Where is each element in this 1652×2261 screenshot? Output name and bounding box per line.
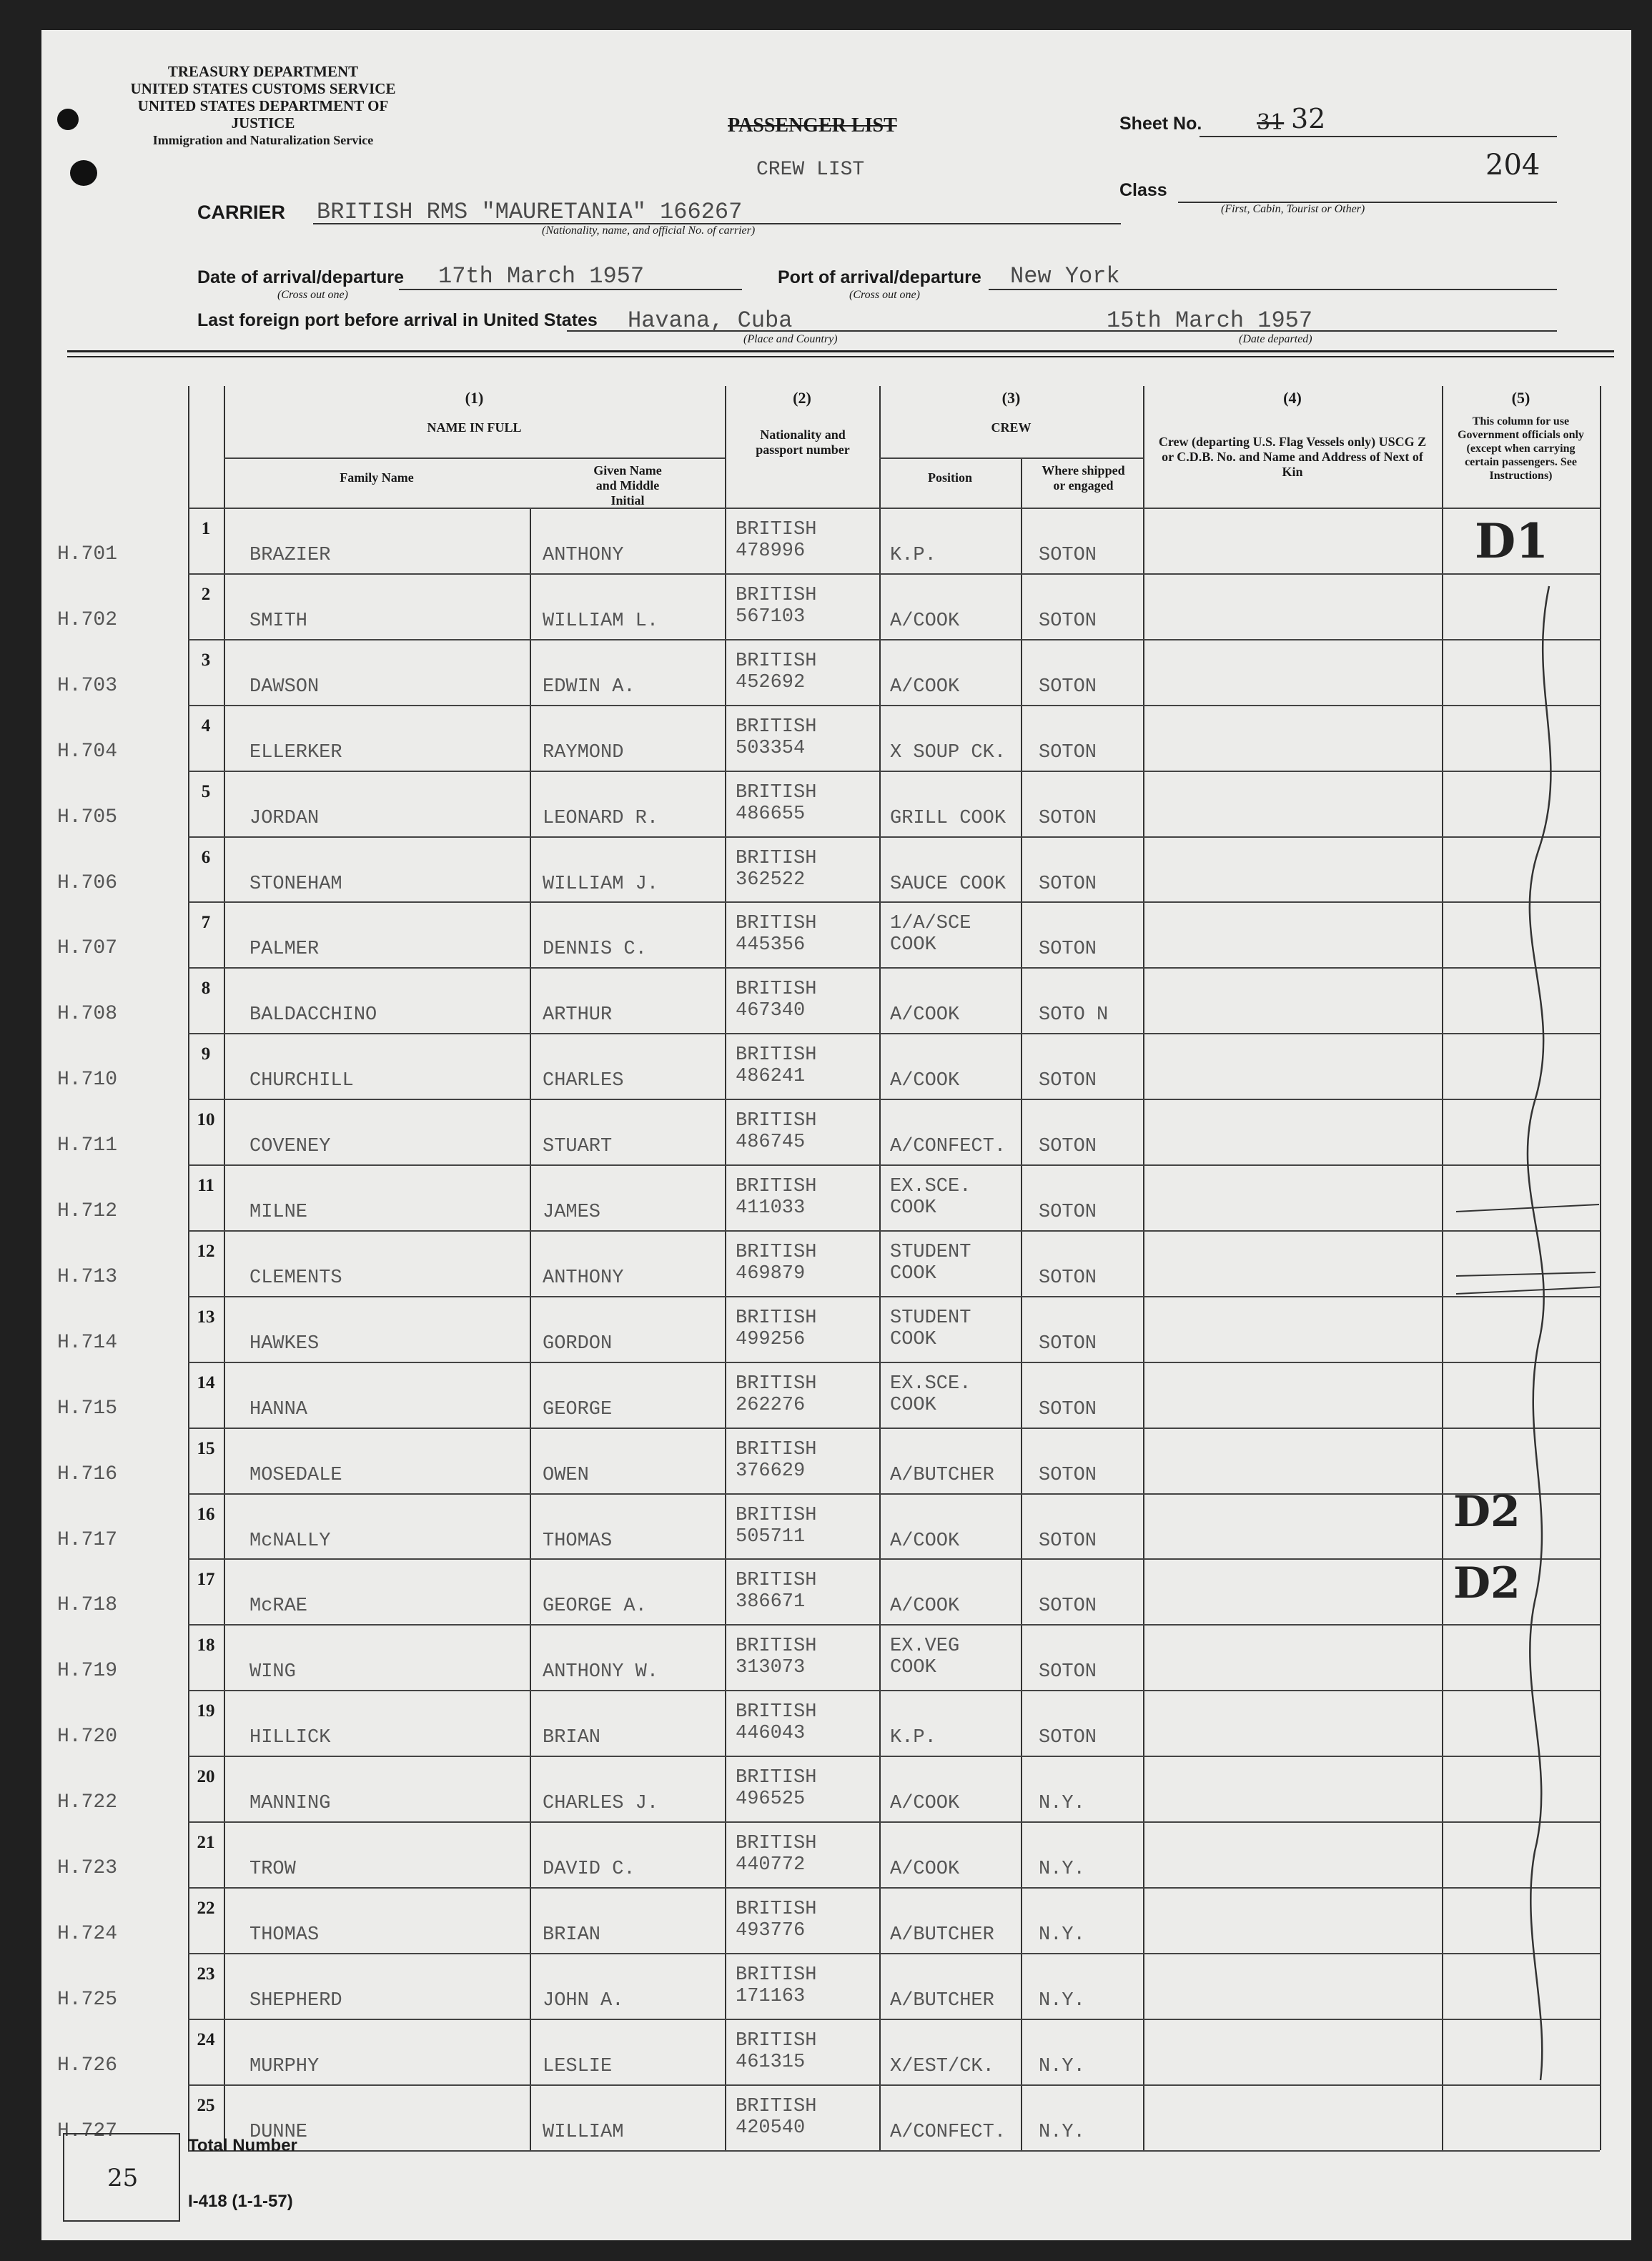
family-name: THOMAS (249, 1924, 320, 1946)
given-name: ANTHONY (543, 1267, 624, 1289)
where-shipped: SOTON (1039, 1136, 1097, 1158)
title-struck: PASSENGER LIST (728, 114, 897, 137)
cross-out-note: (Cross out one) (277, 289, 348, 301)
nationality: BRITISH (736, 1110, 817, 1132)
row-code: H.716 (57, 1463, 118, 1485)
last-port-label: Last foreign port before arrival in United States (197, 310, 598, 330)
table-row (188, 1099, 1600, 1164)
table-row (188, 1953, 1600, 2019)
nationality: BRITISH (736, 1372, 817, 1395)
row-number: 1 (201, 519, 211, 538)
passport-number: 478996 (736, 540, 806, 562)
sheet-struck: 31 (1257, 110, 1285, 135)
row-number: 24 (197, 2029, 215, 2049)
row-code: H.708 (57, 1003, 118, 1026)
family-name: BALDACCHINO (249, 1004, 377, 1026)
agency-line: TREASURY DEPARTMENT (167, 63, 359, 80)
where-shipped: SOTON (1039, 610, 1097, 632)
family-name: HANNA (249, 1398, 308, 1420)
where-shipped: SOTON (1039, 1464, 1097, 1486)
where-shipped: N.Y. (1039, 1924, 1085, 1946)
family-name: DAWSON (249, 676, 320, 698)
official-mark-squiggle (1442, 508, 1600, 2150)
table-row (188, 1362, 1600, 1428)
class-label: Class (1119, 180, 1167, 200)
table-row (188, 1887, 1600, 1953)
sheet-line (1200, 136, 1557, 137)
given-name: JAMES (543, 1202, 601, 1223)
given-name: OWEN (543, 1464, 589, 1486)
official-mark-d1: D1 (1475, 513, 1549, 569)
passport-number: 461315 (736, 2051, 806, 2073)
agency-line: UNITED STATES DEPARTMENT OF JUSTICE (137, 97, 389, 132)
family-name: WING (249, 1661, 296, 1683)
row-code: H.719 (57, 1660, 118, 1683)
row-code: H.715 (57, 1397, 118, 1420)
table-row (188, 2084, 1600, 2150)
last-port-value: Havana, Cuba (628, 307, 793, 334)
col1-title: NAME IN FULL (427, 420, 522, 435)
row-number: 2 (201, 584, 211, 604)
row-number: 6 (201, 847, 211, 867)
crew-table (188, 386, 1600, 2150)
given-name: BRIAN (543, 1924, 601, 1946)
family-name: BRAZIER (249, 545, 331, 566)
nationality: BRITISH (736, 1701, 817, 1723)
family-name: MURPHY (249, 2055, 320, 2077)
nationality: BRITISH (736, 913, 817, 935)
row-number: 22 (197, 1898, 215, 1918)
where-shipped: SOTON (1039, 807, 1097, 829)
header-rule (879, 457, 1143, 459)
row-number: 16 (197, 1504, 215, 1524)
passport-number: 467340 (736, 1000, 806, 1022)
position: A/COOK (890, 1859, 960, 1880)
row-code: H.723 (57, 1857, 118, 1879)
row-code: H.703 (57, 674, 118, 697)
nationality: BRITISH (736, 1767, 817, 1789)
row-number: 19 (197, 1701, 215, 1721)
form-number: I-418 (1-1-57) (188, 2192, 293, 2211)
row-code: H.706 (57, 871, 118, 894)
where-shipped: SOTON (1039, 873, 1097, 895)
family-name: CHURCHILL (249, 1070, 354, 1092)
row-number: 21 (197, 1833, 215, 1852)
position-line2: COOK (890, 1262, 936, 1285)
passport-number: 486745 (736, 1132, 806, 1154)
row-code: H.702 (57, 608, 118, 631)
family-name: ELLERKER (249, 741, 342, 763)
family-name: MOSEDALE (249, 1464, 342, 1486)
nationality: BRITISH (736, 1307, 817, 1329)
family-name: SMITH (249, 610, 308, 632)
row-number: 23 (197, 1964, 215, 1984)
where-shipped: N.Y. (1039, 2121, 1085, 2143)
row-code: H.711 (57, 1134, 118, 1157)
given-name: DAVID C. (543, 1859, 635, 1880)
row-number: 4 (201, 716, 211, 736)
row-code: H.724 (57, 1922, 118, 1945)
carrier-note: (Nationality, name, and official No. of carrier) (542, 224, 756, 237)
nationality: BRITISH (736, 716, 817, 738)
nationality: BRITISH (736, 979, 817, 1001)
given-name: CHARLES (543, 1070, 624, 1092)
position: A/COOK (890, 1070, 960, 1092)
page-number: 204 (1485, 149, 1540, 182)
position: A/COOK (890, 1004, 960, 1026)
row-code: H.725 (57, 1988, 118, 2011)
port-label: Port of arrival/departure (778, 267, 981, 287)
arrival-date-value: 17th March 1957 (438, 263, 645, 290)
passport-number: 386671 (736, 1591, 806, 1613)
position: K.P. (890, 545, 936, 566)
given-name: WILLIAM J. (543, 873, 659, 895)
table-row (188, 1690, 1600, 1756)
port-value: New York (1010, 263, 1120, 290)
where-shipped: N.Y. (1039, 1793, 1085, 1815)
given-name: BRIAN (543, 1727, 601, 1749)
position: EX.SCE. (890, 1372, 971, 1395)
given-name: ANTHONY W. (543, 1661, 659, 1683)
given-name: LEONARD R. (543, 807, 659, 829)
row-number: 11 (197, 1176, 214, 1195)
row-code: H.704 (57, 740, 118, 763)
passport-number: 445356 (736, 934, 806, 956)
row-code: H.713 (57, 1265, 118, 1288)
row-number: 13 (197, 1307, 215, 1327)
family-name-header: Family Name (340, 470, 414, 485)
row-number: 15 (197, 1438, 215, 1458)
passport-number: 440772 (736, 1854, 806, 1876)
passport-number: 493776 (736, 1919, 806, 1941)
family-name: PALMER (249, 939, 320, 961)
row-code: H.705 (57, 806, 118, 828)
family-name: MILNE (249, 1202, 308, 1223)
nationality: BRITISH (736, 1176, 817, 1197)
table-row (188, 705, 1600, 771)
form-title: CREW LIST (756, 159, 865, 181)
passport-number: 505711 (736, 1525, 806, 1548)
row-number: 7 (201, 913, 211, 933)
agency-header (113, 63, 413, 149)
last-port-note: (Place and Country) (743, 333, 838, 345)
family-name: COVENEY (249, 1136, 331, 1158)
row-code: H.701 (57, 543, 118, 565)
passport-number: 496525 (736, 1788, 806, 1811)
given-name: STUART (543, 1136, 613, 1158)
family-name: JORDAN (249, 807, 320, 829)
given-name: GORDON (543, 1332, 613, 1355)
position: A/CONFECT. (890, 2121, 1006, 2143)
given-name: GEORGE (543, 1398, 613, 1420)
position: K.P. (890, 1727, 936, 1749)
arrival-date-label: Date of arrival/departure (197, 267, 404, 287)
position: X/EST/CK. (890, 2055, 994, 2077)
given-name: CHARLES J. (543, 1793, 659, 1815)
position-header: Position (927, 470, 972, 485)
passport-number: 469879 (736, 1262, 806, 1285)
position: A/COOK (890, 1530, 960, 1552)
table-row (188, 1296, 1600, 1362)
sheet-value: 32 (1291, 103, 1326, 134)
where-shipped: SOTON (1039, 1332, 1097, 1355)
col2-num: (2) (793, 389, 811, 407)
nationality: BRITISH (736, 1636, 817, 1658)
nationality: BRITISH (736, 1044, 817, 1067)
nationality: BRITISH (736, 2095, 817, 2117)
table-row (188, 1428, 1600, 1493)
crew-list-form (41, 30, 1631, 2240)
row-code: H.720 (57, 1726, 118, 1748)
nationality: BRITISH (736, 519, 817, 540)
where-shipped: SOTON (1039, 741, 1097, 763)
passport-number: 503354 (736, 737, 806, 759)
table-row (188, 508, 1600, 573)
position-line2: COOK (890, 1328, 936, 1350)
table-row (188, 1164, 1600, 1230)
position: A/BUTCHER (890, 1464, 994, 1486)
agency-line: Immigration and Naturalization Service (152, 133, 374, 147)
table-row (188, 1624, 1600, 1690)
carrier-value: BRITISH RMS "MAURETANIA" 166267 (317, 199, 743, 225)
position-line2: COOK (890, 1394, 936, 1416)
class-note: (First, Cabin, Tourist or Other) (1221, 203, 1365, 215)
table-row (188, 639, 1600, 705)
where-shipped: SOTO N (1039, 1004, 1109, 1026)
row-number: 14 (197, 1372, 215, 1392)
nationality: BRITISH (736, 1241, 817, 1263)
col4-num: (4) (1283, 389, 1302, 407)
table-row (188, 1756, 1600, 1821)
passport-number: 452692 (736, 671, 806, 693)
nationality: BRITISH (736, 1833, 817, 1854)
where-shipped: SOTON (1039, 1267, 1097, 1289)
position: STUDENT (890, 1307, 971, 1329)
row-code: H.707 (57, 937, 118, 960)
passport-number: 486655 (736, 803, 806, 825)
family-name: SHEPHERD (249, 1989, 342, 2012)
nationality-header: Nationality and passport number (756, 427, 850, 457)
row-divider (188, 2150, 1600, 2152)
passport-number: 362522 (736, 869, 806, 891)
passport-number: 499256 (736, 1328, 806, 1350)
nationality: BRITISH (736, 1570, 817, 1592)
col5-num: (5) (1511, 389, 1530, 407)
where-shipped: SOTON (1039, 1202, 1097, 1223)
table-row (188, 1033, 1600, 1099)
family-name: HAWKES (249, 1332, 320, 1355)
given-name: RAYMOND (543, 741, 624, 763)
given-name: WILLIAM L. (543, 610, 659, 632)
passport-number: 376629 (736, 1460, 806, 1482)
position: A/BUTCHER (890, 1989, 994, 2012)
crew-header: CREW (991, 420, 1032, 435)
where-shipped: N.Y. (1039, 2055, 1085, 2077)
where-shipped: N.Y. (1039, 1989, 1085, 2012)
header-rule (224, 457, 725, 459)
given-name: THOMAS (543, 1530, 613, 1552)
nationality: BRITISH (736, 781, 817, 803)
where-shipped: SOTON (1039, 1398, 1097, 1420)
nationality: BRITISH (736, 1438, 817, 1460)
position: A/COOK (890, 1793, 960, 1815)
next-of-kin-header: Crew (departing U.S. Flag Vessels only) USCG Z or C.D.B. No. and Name and Address of Next of Kin (1158, 435, 1427, 479)
passport-number: 313073 (736, 1657, 806, 1679)
position: A/BUTCHER (890, 1924, 994, 1946)
given-name: GEORGE A. (543, 1595, 647, 1618)
given-name: WILLIAM (543, 2121, 624, 2143)
table-top-rule (67, 350, 1614, 357)
nationality: BRITISH (736, 1898, 817, 1920)
table-row (188, 901, 1600, 967)
family-name: MANNING (249, 1793, 331, 1815)
row-code: H.717 (57, 1528, 118, 1551)
row-code: H.712 (57, 1200, 118, 1222)
sheet-label: Sheet No. (1119, 114, 1202, 134)
family-name: HILLICK (249, 1727, 331, 1749)
given-name: EDWIN A. (543, 676, 635, 698)
passport-number: 486241 (736, 1066, 806, 1088)
family-name: McRAE (249, 1595, 308, 1618)
official-mark-d2: D2 (1453, 1487, 1520, 1537)
table-row (188, 1230, 1600, 1296)
position: EX.VEG (890, 1636, 960, 1658)
passport-number: 411033 (736, 1197, 806, 1219)
row-number: 5 (201, 781, 211, 801)
row-number: 8 (201, 979, 211, 999)
row-number: 3 (201, 650, 211, 670)
given-name-header: Given Name and Middle Initial (593, 463, 662, 508)
nationality: BRITISH (736, 1964, 817, 1986)
nationality: BRITISH (736, 1504, 817, 1526)
position: GRILL COOK (890, 807, 1006, 829)
family-name: McNALLY (249, 1530, 331, 1552)
family-name: DUNNE (249, 2121, 308, 2143)
position: 1/A/SCE (890, 913, 971, 935)
where-shipped: N.Y. (1039, 1859, 1085, 1880)
row-number: 10 (197, 1110, 215, 1130)
where-shipped: SOTON (1039, 939, 1097, 961)
date-departed-note: (Date departed) (1239, 333, 1312, 345)
officials-header: This column for use Government officials only (except when carrying certain passengers. See Instructions) (1458, 415, 1584, 482)
table-row (188, 967, 1600, 1033)
given-name: ANTHONY (543, 545, 624, 566)
family-name: STONEHAM (249, 873, 342, 895)
col-divider (1600, 386, 1601, 2150)
row-code: H.710 (57, 1069, 118, 1092)
col3-num: (3) (1001, 389, 1021, 407)
row-code: H.726 (57, 2054, 118, 2077)
agency-line: UNITED STATES CUSTOMS SERVICE (130, 80, 396, 97)
where-shipped-header: Where shipped or engaged (1042, 463, 1125, 493)
passport-number: 446043 (736, 1723, 806, 1745)
position: A/COOK (890, 610, 960, 632)
position-line2: COOK (890, 934, 936, 956)
position: EX.SCE. (890, 1176, 971, 1197)
where-shipped: SOTON (1039, 1530, 1097, 1552)
passport-number: 420540 (736, 2117, 806, 2139)
table-row (188, 836, 1600, 902)
total-label: Total Number (188, 2136, 297, 2155)
where-shipped: SOTON (1039, 676, 1097, 698)
row-number: 17 (197, 1570, 215, 1590)
row-number: 9 (201, 1044, 211, 1064)
passport-number: 262276 (736, 1394, 806, 1416)
where-shipped: SOTON (1039, 545, 1097, 566)
family-name: TROW (249, 1859, 296, 1880)
position: STUDENT (890, 1241, 971, 1263)
passport-number: 567103 (736, 605, 806, 628)
total-count: 25 (107, 2164, 139, 2192)
position-line2: COOK (890, 1657, 936, 1679)
date-departed-value: 15th March 1957 (1107, 307, 1313, 334)
row-number: 18 (197, 1636, 215, 1656)
row-code: H.714 (57, 1331, 118, 1354)
table-row (188, 573, 1600, 639)
position-line2: COOK (890, 1197, 936, 1219)
passport-number: 171163 (736, 1985, 806, 2007)
nationality: BRITISH (736, 2029, 817, 2052)
carrier-label: CARRIER (197, 202, 286, 223)
table-row (188, 1821, 1600, 1887)
row-number: 12 (197, 1241, 215, 1261)
position: A/COOK (890, 676, 960, 698)
given-name: ARTHUR (543, 1004, 613, 1026)
row-number: 20 (197, 1767, 215, 1787)
col1-num: (1) (465, 389, 484, 407)
given-name: JOHN A. (543, 1989, 624, 2012)
cross-out-note: (Cross out one) (849, 289, 920, 301)
where-shipped: SOTON (1039, 1727, 1097, 1749)
given-name: DENNIS C. (543, 939, 647, 961)
position: SAUCE COOK (890, 873, 1006, 895)
row-code: H.718 (57, 1594, 118, 1617)
nationality: BRITISH (736, 584, 817, 606)
row-code: H.722 (57, 1791, 118, 1814)
where-shipped: SOTON (1039, 1070, 1097, 1092)
position: X SOUP CK. (890, 741, 1006, 763)
given-name: LESLIE (543, 2055, 613, 2077)
row-number: 25 (197, 2095, 215, 2115)
table-row (188, 2019, 1600, 2084)
official-mark-d2: D2 (1453, 1558, 1520, 1608)
punch-hole (70, 160, 97, 186)
nationality: BRITISH (736, 650, 817, 672)
table-row (188, 1493, 1600, 1559)
row-code: H.727 (57, 2119, 118, 2142)
where-shipped: SOTON (1039, 1595, 1097, 1618)
nationality: BRITISH (736, 847, 817, 869)
punch-hole (57, 109, 79, 130)
table-row (188, 1558, 1600, 1624)
position: A/CONFECT. (890, 1136, 1006, 1158)
family-name: CLEMENTS (249, 1267, 342, 1289)
where-shipped: SOTON (1039, 1661, 1097, 1683)
position: A/COOK (890, 1595, 960, 1618)
table-row (188, 771, 1600, 836)
